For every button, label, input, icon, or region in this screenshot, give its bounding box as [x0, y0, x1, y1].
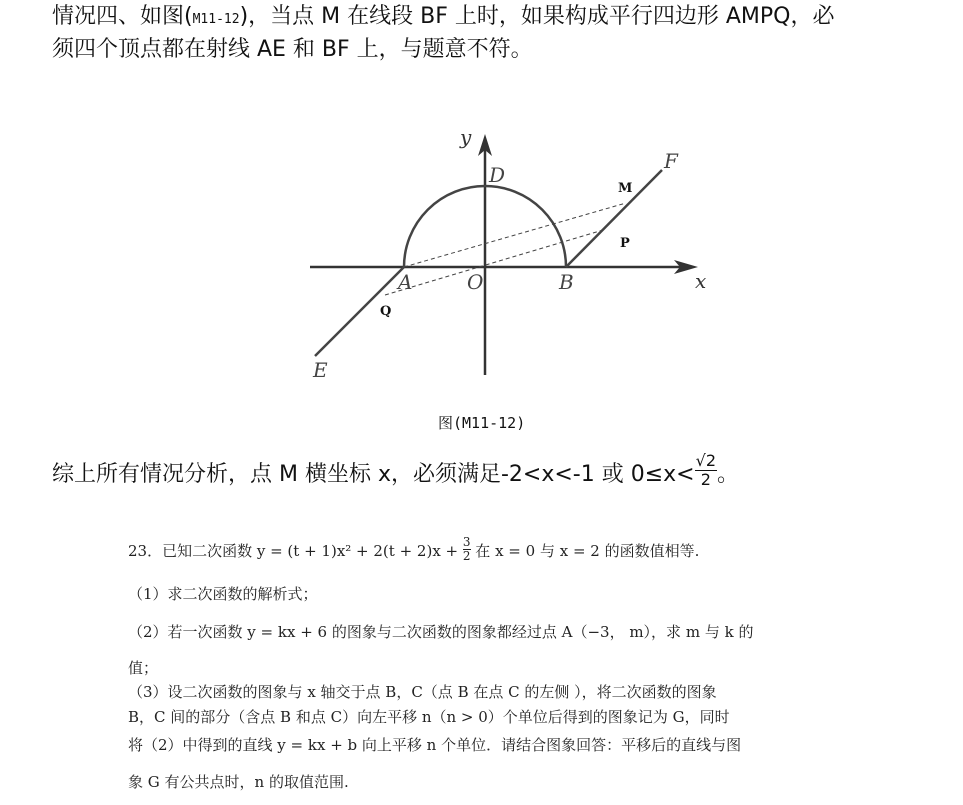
label-y: y — [460, 125, 472, 149]
problem-23-part3-line2: B，C 间的部分（含点 B 和点 C）向左平移 n（n > 0）个单位后得到的图象记为 G，同时 — [128, 708, 730, 726]
dashed-am — [404, 203, 626, 267]
problem-23-part3: （3）设二次函数的图象与 x 轴交于点 B，C（点 B 在点 C 的左侧 ），将二次函数的图象 — [128, 683, 717, 701]
paragraph-case-four-line1: 情况四、如图(M11-12)，当点 M 在线段 BF 上时，如果构成平行四边形 AMPQ，必 — [52, 4, 835, 29]
label-p: P — [620, 236, 630, 251]
label-b: B — [559, 270, 574, 294]
label-q: Q — [380, 304, 392, 319]
problem-23-statement: 23．已知二次函数 y = (t + 1)x² + 2(t + 2)x + $\frac{3}{2}$ 在 x = 0 与 x = 2 的函数值相等. — [128, 534, 700, 563]
geometry-figure — [300, 120, 720, 390]
problem-23-part2: （2）若一次函数 y = kx + 6 的图象与二次函数的图象都经过点 A（−3， m），求 m 与 k 的 — [128, 623, 754, 641]
label-a: A — [398, 270, 413, 294]
problem-23-part1: （1）求二次函数的解析式； — [128, 585, 318, 603]
label-e: E — [313, 358, 328, 382]
label-o: O — [467, 270, 484, 294]
label-d: D — [489, 163, 506, 187]
problem-23-part3-line4: 象 G 有公共点时，n 的取值范围. — [128, 773, 349, 791]
sqrt2-over-2-fraction: $\frac{√2}{2}$ — [695, 451, 716, 489]
label-x: x — [695, 269, 707, 293]
ray-bf — [566, 170, 662, 267]
label-m: M — [618, 181, 633, 196]
figure-reference: M11-12 — [192, 12, 240, 27]
label-f: F — [664, 149, 678, 173]
conclusion-line: 综上所有情况分析，点 M 横坐标 x，必须满足-2<x<-1 或 0≤x< $\frac{√2}{2}$ 。 — [52, 451, 740, 489]
figure-caption: 图(M11-12) — [438, 414, 526, 432]
three-halves-fraction: $\frac{3}{2}$ — [462, 534, 471, 563]
paragraph-case-four-line2: 须四个顶点都在射线 AE 和 BF 上，与题意不符。 — [52, 37, 533, 62]
problem-23-part3-line3: 将（2）中得到的直线 y = kx + b 向上平移 n 个单位．请结合图象回答：平移后的直线与图 — [128, 736, 742, 754]
problem-23-part2-cont: 值； — [128, 659, 159, 677]
